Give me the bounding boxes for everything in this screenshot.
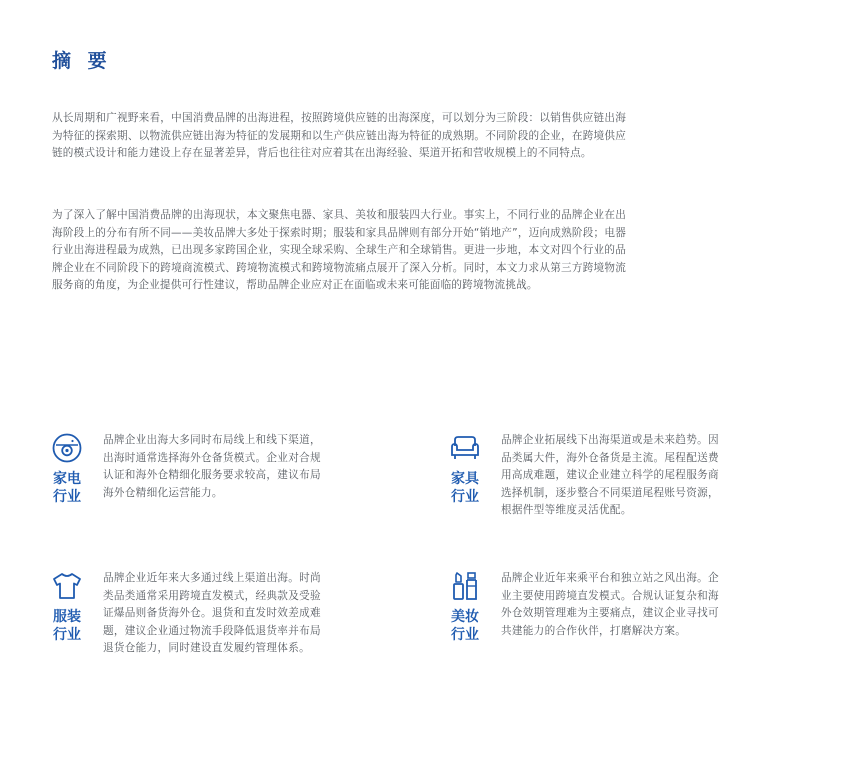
industry-label-furniture: 家具 行业	[451, 471, 479, 505]
industry-text-appliance: 品牌企业出海大多同时布局线上和线下渠道，出海时通常选择海外仓备货模式。企业对合规认证和海外仓精细化服务要求较高，建议布局海外仓精细化运营能力。	[103, 434, 321, 499]
summary-paragraph-2: 为了深入了解中国消费品牌的出海现状，本文聚焦电器、家具、美妆和服装四大行业。事实上，不同行业的品牌企业在出海阶段上的分布有所不同——美妆品牌大多处于探索时期；服装和家具品牌则有部分开始“销地产”，迈向成熟阶段；电器行业出海进程最为成熟，已出现多家跨国企业，实现全球采购、全球生产和全球销售。更进一步地，本文对四个行业的品牌企业在不同阶段下的跨境商流模式、跨境物流模式和跨境物流痛点展开了深入分析。同时，本文力求从第三方跨境物流服务商的角度，为企业提供可行性建议，帮助品牌企业应对正在面临或未来可能面临的跨境物流挑战。	[52, 209, 626, 291]
sofa-icon	[449, 432, 481, 464]
industry-label-cosmetics: 美妆 行业	[451, 609, 479, 643]
industry-text-apparel: 品牌企业近年来大多通过线上渠道出海。时尚类品类通常采用跨境直发模式，经典款及受验证爆品则备货海外仓。退货和直发时效差成难题，建议企业通过物流手段降低退货率并布局退货仓能力，同时建设直发履约管理体系。	[103, 572, 321, 654]
appliance-icon	[51, 432, 83, 464]
industry-label-appliance: 家电 行业	[53, 471, 81, 505]
summary-paragraph-1: 从长周期和广视野来看，中国消费品牌的出海进程，按照跨境供应链的出海深度，可以划分为三阶段：以销售供应链出海为特征的探索期、以物流供应链出海为特征的发展期和以生产供应链出海为特征的成熟期。不同阶段的企业，在跨境供应链的模式设计和能力建设上存在显著差异，背后也往往对应着其在出海经验、渠道开拓和营收规模上的不同特点。	[52, 112, 626, 159]
industry-label-apparel: 服装 行业	[53, 609, 81, 643]
industry-text-furniture: 品牌企业拓展线下出海渠道或是未来趋势。因品类属大件，海外仓备货是主流。尾程配送费用高成难题，建议企业建立科学的尾程服务商选择机制，逐步整合不同渠道尾程账号资源，根据件型等维度灵活优配。	[501, 434, 719, 516]
tshirt-icon	[51, 570, 83, 602]
industry-text-cosmetics: 品牌企业近年来乘平台和独立站之风出海。企业主要使用跨境直发模式。合规认证复杂和海外仓效期管理难为主要痛点，建议企业寻找可共建能力的合作伙伴，打磨解决方案。	[501, 572, 719, 637]
cosmetics-icon	[449, 570, 481, 602]
page-title: 摘 要	[52, 50, 112, 72]
